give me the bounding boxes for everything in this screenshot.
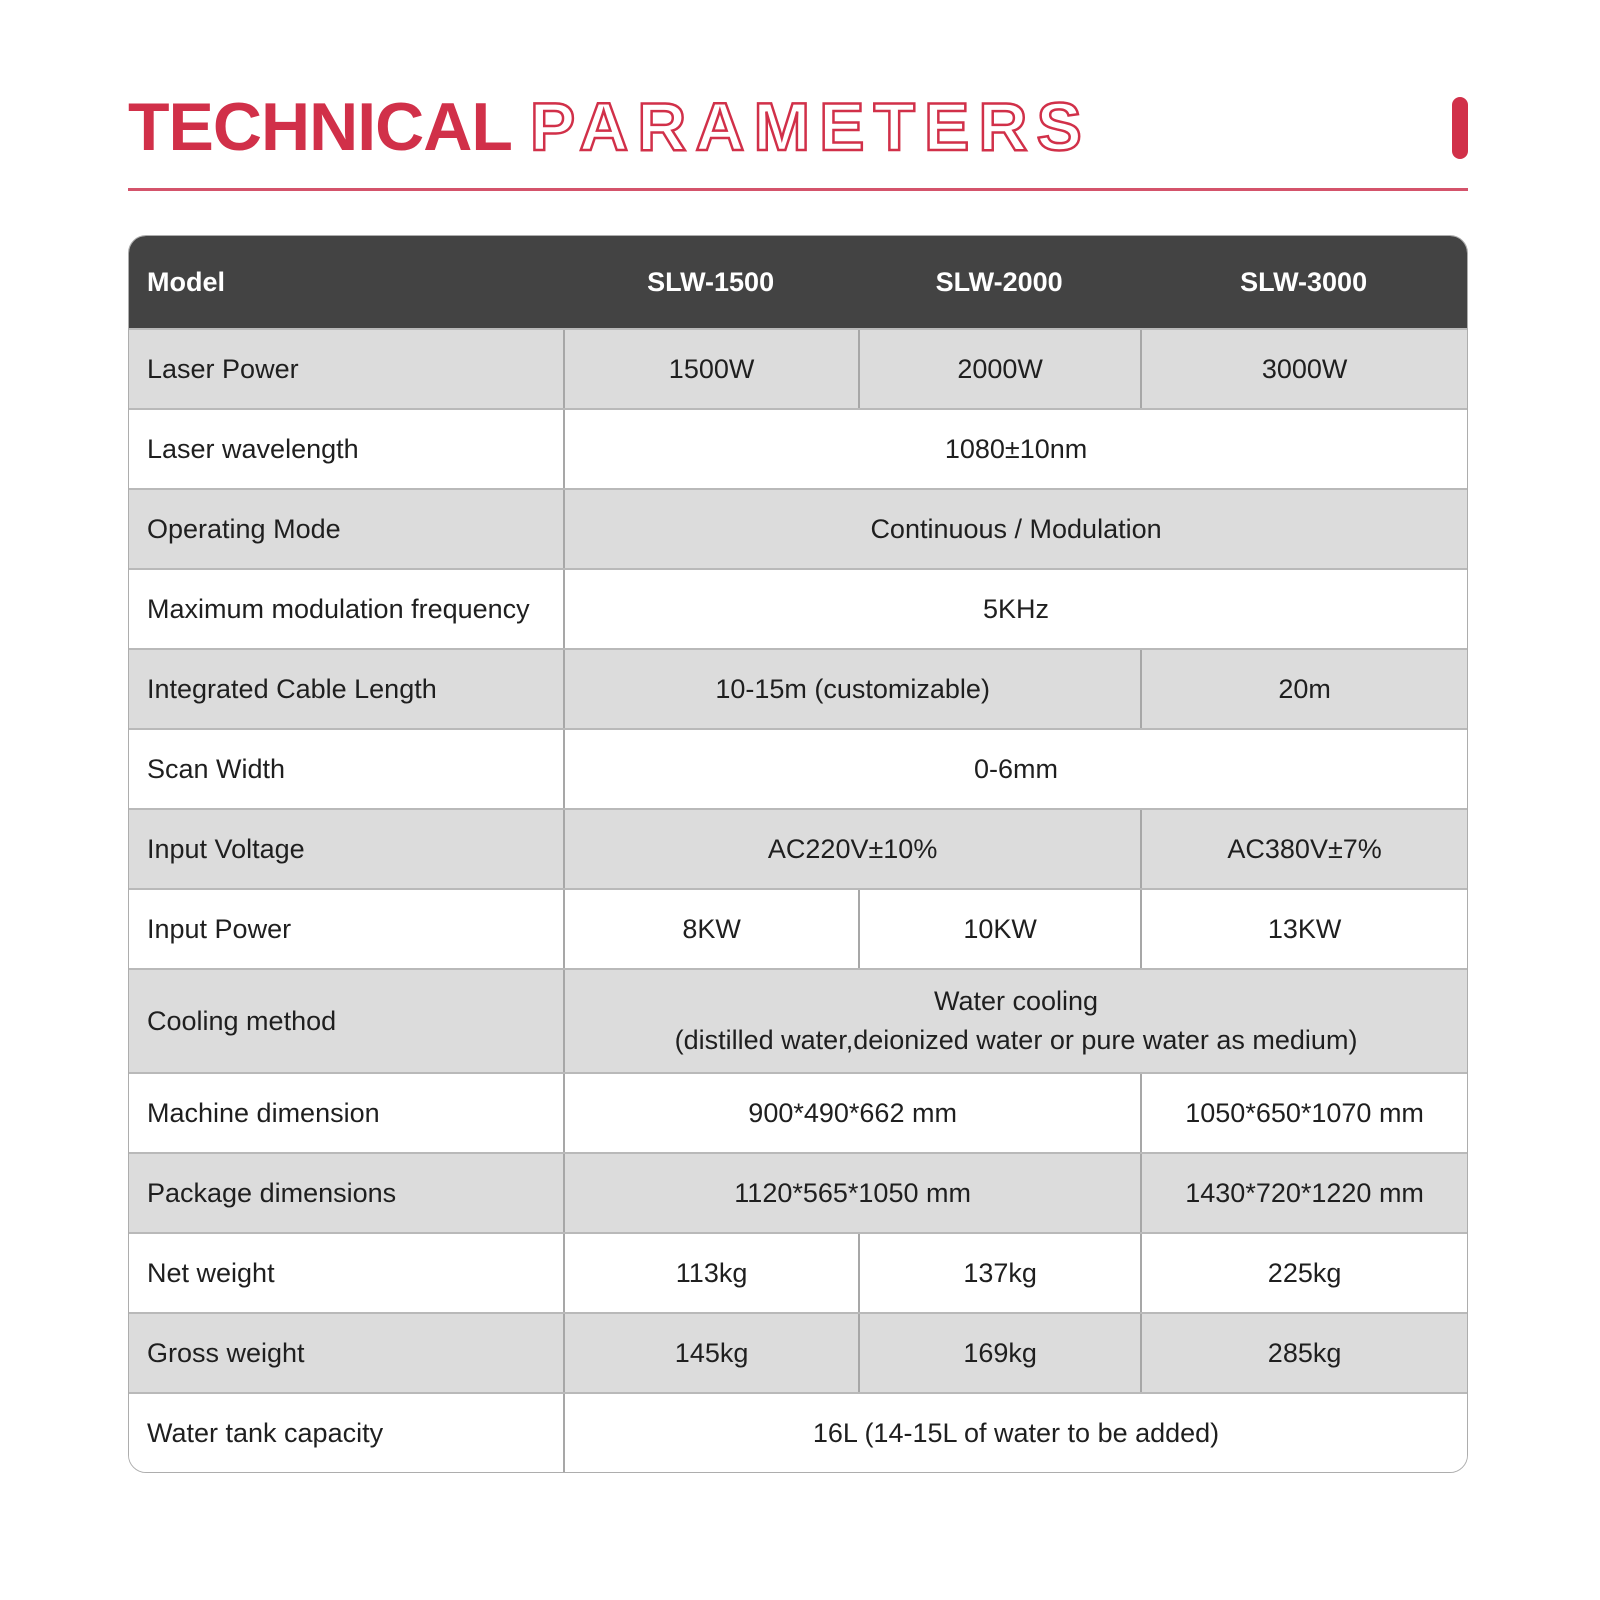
row-value: 1080±10nm (563, 410, 1467, 488)
row-value: 10-15m (customizable) (563, 650, 1140, 728)
row-value: 3000W (1140, 330, 1467, 408)
table-row (129, 568, 1467, 648)
table-row (129, 808, 1467, 888)
table-row (129, 488, 1467, 568)
table-header-model: Model (147, 266, 225, 297)
row-label: Input Power (147, 913, 292, 944)
row-value: 1500W (563, 330, 858, 408)
row-value: 1430*720*1220 mm (1140, 1154, 1467, 1232)
table-row (129, 1072, 1467, 1152)
row-value: Continuous / Modulation (563, 490, 1467, 568)
row-label: Laser Power (147, 353, 299, 384)
table-header-col: SLW-2000 (935, 266, 1063, 297)
row-value: AC220V±10% (563, 810, 1140, 888)
table-row (129, 1392, 1467, 1472)
row-label: Laser wavelength (147, 433, 359, 464)
row-value: 169kg (858, 1314, 1140, 1392)
table-row (129, 728, 1467, 808)
page-title-outline: PARAMETERS (529, 89, 1091, 166)
row-label: Operating Mode (147, 513, 341, 544)
row-value: 16L (14-15L of water to be added) (563, 1394, 1467, 1472)
row-value: 900*490*662 mm (563, 1074, 1140, 1152)
table-row (129, 1312, 1467, 1392)
row-value: 285kg (1140, 1314, 1467, 1392)
table-header-row (129, 236, 1467, 328)
row-value: 137kg (858, 1234, 1140, 1312)
table-row (129, 968, 1467, 1072)
page-header (128, 88, 1468, 168)
row-value: 0-6mm (563, 730, 1467, 808)
row-value: 13KW (1140, 890, 1467, 968)
page-title-solid: TECHNICAL (128, 89, 512, 166)
table-row (129, 1232, 1467, 1312)
row-value: 10KW (858, 890, 1140, 968)
row-value: 2000W (858, 330, 1140, 408)
title-underline (128, 188, 1468, 191)
row-label: Maximum modulation frequency (147, 593, 530, 624)
row-value (563, 970, 1467, 1072)
row-label: Input Voltage (147, 833, 305, 864)
row-label: Gross weight (147, 1337, 305, 1368)
row-value: 225kg (1140, 1234, 1467, 1312)
row-value: 5KHz (563, 570, 1467, 648)
row-label: Integrated Cable Length (147, 673, 437, 704)
table-row (129, 408, 1467, 488)
row-value: AC380V±7% (1140, 810, 1467, 888)
row-label: Net weight (147, 1257, 275, 1288)
spec-table (128, 235, 1468, 1473)
table-header-col: SLW-1500 (647, 266, 775, 297)
row-value-line2: (distilled water,deionized water or pure water as medium) (674, 1025, 1358, 1055)
table-header-col: SLW-3000 (1240, 266, 1368, 297)
table-row (129, 648, 1467, 728)
row-value: 20m (1140, 650, 1467, 728)
row-value: 8KW (563, 890, 858, 968)
row-label: Machine dimension (147, 1097, 380, 1128)
row-label: Scan Width (147, 753, 286, 784)
table-row (129, 888, 1467, 968)
table-row (129, 1152, 1467, 1232)
row-value: 113kg (563, 1234, 858, 1312)
row-value-line1: Water cooling (934, 985, 1099, 1016)
row-value: 145kg (563, 1314, 858, 1392)
row-label: Water tank capacity (147, 1417, 384, 1448)
page-title (128, 89, 1091, 166)
row-value: 1050*650*1070 mm (1140, 1074, 1467, 1152)
row-label: Package dimensions (147, 1177, 397, 1208)
row-label: Cooling method (147, 1005, 337, 1036)
row-value: 1120*565*1050 mm (563, 1154, 1140, 1232)
table-row (129, 328, 1467, 408)
accent-bar (1452, 97, 1468, 159)
